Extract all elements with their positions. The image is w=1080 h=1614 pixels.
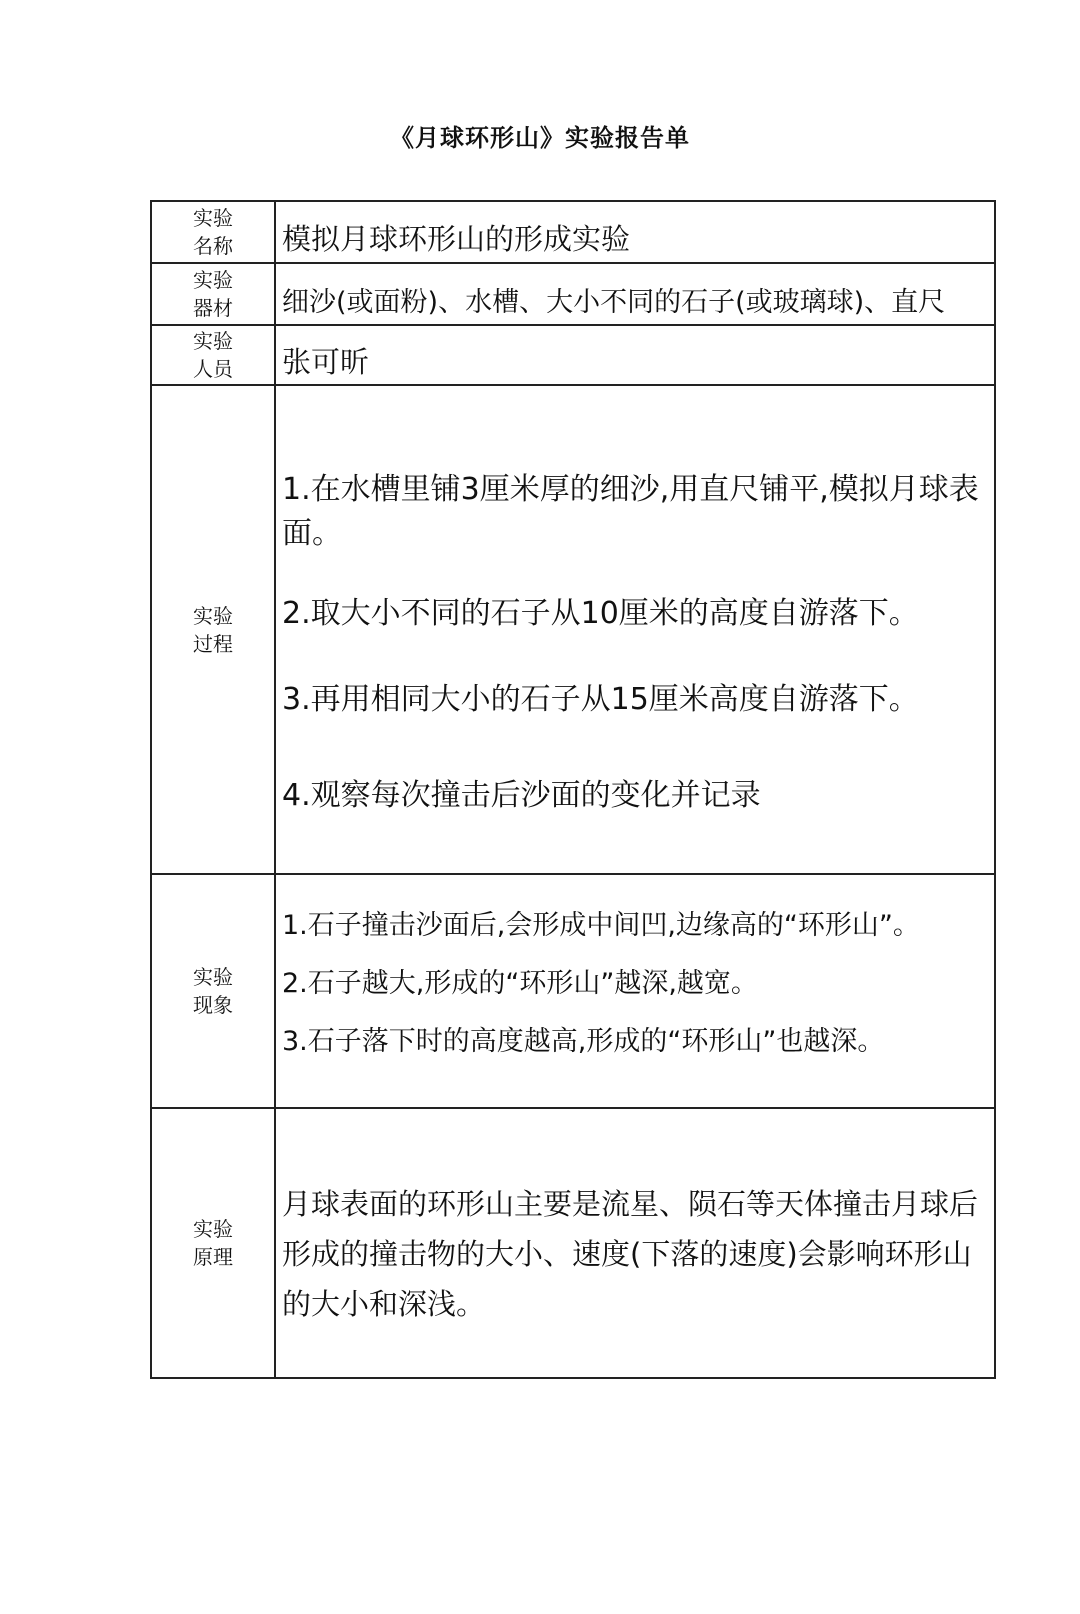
row-phenomenon	[151, 874, 995, 1108]
row-principle	[151, 1108, 995, 1378]
label-principle	[151, 1108, 275, 1378]
row-experiment-name	[151, 201, 995, 263]
phenomenon-item: 3.石子落下时的高度越高,形成的“环形山”也越深。	[282, 1026, 885, 1057]
people-value: 张可昕	[282, 344, 370, 379]
phenomenon-list	[282, 900, 994, 1060]
experiment-name-value-cell	[275, 201, 995, 263]
label-process	[151, 385, 275, 874]
report-table	[150, 200, 996, 1379]
process-value-cell	[275, 385, 995, 874]
label-line: 原理	[193, 1245, 233, 1269]
label-people	[151, 325, 275, 385]
label-line: 实验	[193, 268, 233, 292]
people-value-cell	[275, 325, 995, 385]
process-step: 1.在水槽里铺3厘米厚的细沙,用直尺铺平,模拟月球表面。	[282, 471, 979, 551]
materials-value-cell	[275, 263, 995, 325]
page-title: 《月球环形山》实验报告单	[390, 123, 690, 152]
label-line: 实验	[193, 965, 233, 989]
phenomenon-item: 1.石子撞击沙面后,会形成中间凹,边缘高的“环形山”。	[282, 910, 920, 941]
label-line: 名称	[193, 234, 233, 258]
label-line: 实验	[193, 603, 233, 628]
process-list	[282, 442, 994, 818]
label-line: 实验	[193, 206, 233, 230]
principle-value-cell	[275, 1108, 995, 1378]
row-process	[151, 385, 995, 874]
label-line: 实验	[193, 329, 233, 353]
label-line: 器材	[193, 296, 233, 320]
phenomenon-value-cell	[275, 874, 995, 1108]
principle-value: 月球表面的环形山主要是流星、陨石等天体撞击月球后形成的撞击物的大小、速度(下落的速度)会影响环形山的大小和深浅。	[282, 1187, 979, 1321]
row-people	[151, 325, 995, 385]
row-materials	[151, 263, 995, 325]
label-line: 现象	[193, 993, 233, 1017]
process-step: 3.再用相同大小的石子从15厘米高度自游落下。	[282, 681, 919, 717]
label-line: 实验	[193, 1217, 233, 1241]
label-line: 过程	[193, 631, 233, 656]
experiment-name-value: 模拟月球环形山的形成实验	[282, 221, 631, 256]
label-materials	[151, 263, 275, 325]
process-step: 4.观察每次撞击后沙面的变化并记录	[282, 777, 761, 813]
label-phenomenon	[151, 874, 275, 1108]
materials-value: 细沙(或面粉)、水槽、大小不同的石子(或玻璃球)、直尺	[282, 286, 946, 318]
label-experiment-name	[151, 201, 275, 263]
process-step: 2.取大小不同的石子从10厘米的高度自游落下。	[282, 595, 919, 631]
phenomenon-item: 2.石子越大,形成的“环形山”越深,越宽。	[282, 968, 758, 999]
label-line: 人员	[193, 357, 233, 381]
